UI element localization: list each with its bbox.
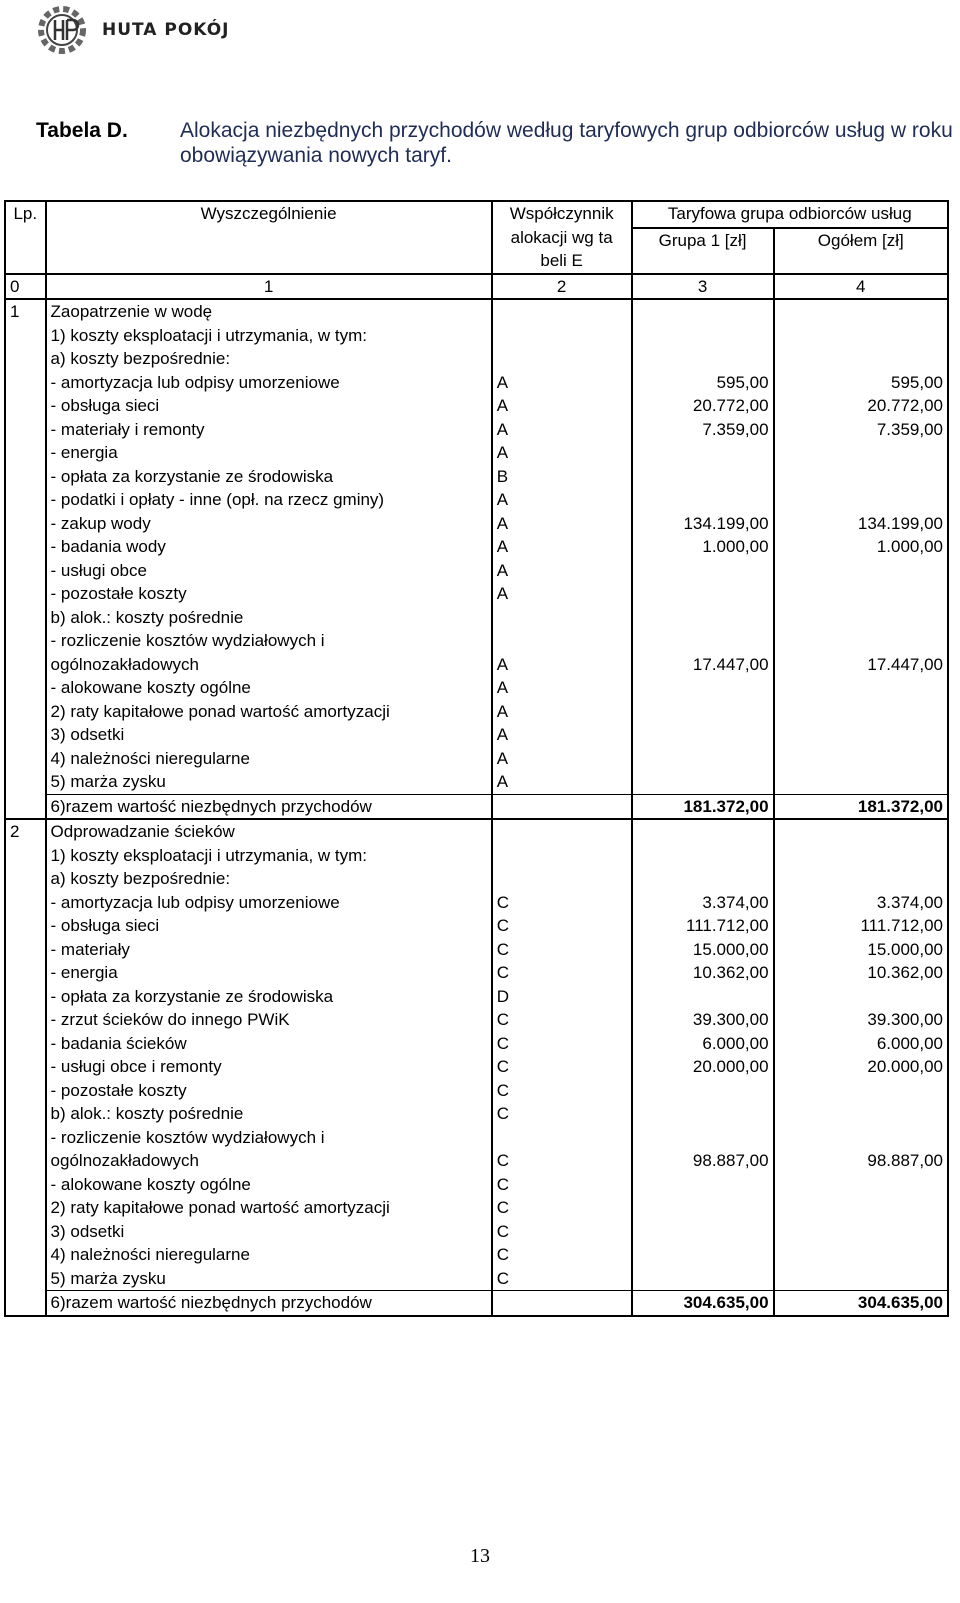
row-ogolem-value bbox=[774, 1243, 948, 1267]
table-row bbox=[5, 1102, 948, 1126]
row-coefficient: D bbox=[492, 985, 632, 1009]
row-label: - pozostałe koszty bbox=[46, 1079, 492, 1103]
table-row bbox=[5, 1008, 948, 1032]
row-ogolem-value bbox=[774, 347, 948, 371]
row-coefficient bbox=[492, 867, 632, 891]
row-label: - obsługa sieci bbox=[46, 914, 492, 938]
row-ogolem-value: 595,00 bbox=[774, 371, 948, 395]
row-coefficient: C bbox=[492, 938, 632, 962]
row-coefficient: A bbox=[492, 394, 632, 418]
row-coefficient: A bbox=[492, 488, 632, 512]
row-label: - rozliczenie kosztów wydziałowych i bbox=[46, 629, 492, 653]
row-label: - alokowane koszty ogólne bbox=[46, 1173, 492, 1197]
row-label: 3) odsetki bbox=[46, 1220, 492, 1244]
total-ogolem: 181.372,00 bbox=[774, 794, 948, 819]
table-row bbox=[5, 347, 948, 371]
total-coef bbox=[492, 794, 632, 819]
row-ogolem-value: 10.362,00 bbox=[774, 961, 948, 985]
row-coefficient: C bbox=[492, 1149, 632, 1173]
row-label: 1) koszty eksploatacji i utrzymania, w tym: bbox=[46, 324, 492, 348]
row-ogolem-value bbox=[774, 1102, 948, 1126]
colnum-4: 4 bbox=[774, 274, 948, 300]
row-label: - zakup wody bbox=[46, 512, 492, 536]
row-coefficient: A bbox=[492, 418, 632, 442]
row-coefficient: C bbox=[492, 1267, 632, 1291]
row-grupa1-value: 39.300,00 bbox=[632, 1008, 774, 1032]
row-grupa1-value bbox=[632, 770, 774, 794]
row-coefficient: C bbox=[492, 1008, 632, 1032]
row-coefficient: A bbox=[492, 770, 632, 794]
row-grupa1-value bbox=[632, 1173, 774, 1197]
row-coefficient: C bbox=[492, 1102, 632, 1126]
table-row bbox=[5, 938, 948, 962]
table-row bbox=[5, 723, 948, 747]
row-coefficient: A bbox=[492, 512, 632, 536]
row-grupa1-value bbox=[632, 347, 774, 371]
table-row bbox=[5, 629, 948, 653]
row-ogolem-value bbox=[774, 1196, 948, 1220]
table-row bbox=[5, 582, 948, 606]
row-ogolem-value bbox=[774, 676, 948, 700]
row-coefficient bbox=[492, 347, 632, 371]
row-coefficient: A bbox=[492, 371, 632, 395]
table-row bbox=[5, 1173, 948, 1197]
row-grupa1-value: 98.887,00 bbox=[632, 1149, 774, 1173]
row-coefficient: C bbox=[492, 914, 632, 938]
row-label: 2) raty kapitałowe ponad wartość amortyzacji bbox=[46, 700, 492, 724]
row-ogolem-value: 98.887,00 bbox=[774, 1149, 948, 1173]
row-label: - obsługa sieci bbox=[46, 394, 492, 418]
gear-logo-icon bbox=[34, 4, 94, 56]
total-label: 6)razem wartość niezbędnych przychodów bbox=[46, 794, 492, 819]
row-coefficient: A bbox=[492, 747, 632, 771]
row-label: 1) koszty eksploatacji i utrzymania, w tym: bbox=[46, 844, 492, 868]
row-label: - opłata za korzystanie ze środowiska bbox=[46, 465, 492, 489]
caption-text: Alokacja niezbędnych przychodów według taryfowych grup odbiorców usług w roku obowiązywania nowych taryf. bbox=[180, 119, 953, 167]
table-row bbox=[5, 1267, 948, 1291]
row-ogolem-value: 111.712,00 bbox=[774, 914, 948, 938]
row-label: - badania ścieków bbox=[46, 1032, 492, 1056]
section-title-coef bbox=[492, 299, 632, 324]
table-row bbox=[5, 371, 948, 395]
allocation-table bbox=[4, 200, 949, 1317]
total-row bbox=[5, 1291, 948, 1316]
table-row bbox=[5, 1196, 948, 1220]
row-coefficient: C bbox=[492, 1243, 632, 1267]
row-label: - materiały i remonty bbox=[46, 418, 492, 442]
table-row bbox=[5, 535, 948, 559]
row-grupa1-value: 3.374,00 bbox=[632, 891, 774, 915]
row-label: b) alok.: koszty pośrednie bbox=[46, 1102, 492, 1126]
section-title-grupa bbox=[632, 819, 774, 844]
row-label: - pozostałe koszty bbox=[46, 582, 492, 606]
row-label: ogólnozakładowych bbox=[46, 653, 492, 677]
row-grupa1-value bbox=[632, 676, 774, 700]
row-grupa1-value bbox=[632, 441, 774, 465]
row-coefficient: B bbox=[492, 465, 632, 489]
row-ogolem-value bbox=[774, 723, 948, 747]
section-title-ogolem bbox=[774, 299, 948, 324]
table-row bbox=[5, 867, 948, 891]
row-grupa1-value bbox=[632, 723, 774, 747]
row-ogolem-value bbox=[774, 606, 948, 630]
row-label: a) koszty bezpośrednie: bbox=[46, 867, 492, 891]
colnum-3: 3 bbox=[632, 274, 774, 300]
row-coefficient: A bbox=[492, 700, 632, 724]
row-ogolem-value bbox=[774, 1079, 948, 1103]
row-coefficient bbox=[492, 606, 632, 630]
total-ogolem: 304.635,00 bbox=[774, 1291, 948, 1316]
row-grupa1-value: 134.199,00 bbox=[632, 512, 774, 536]
row-label: - amortyzacja lub odpisy umorzeniowe bbox=[46, 371, 492, 395]
row-grupa1-value: 10.362,00 bbox=[632, 961, 774, 985]
row-ogolem-value: 6.000,00 bbox=[774, 1032, 948, 1056]
row-grupa1-value bbox=[632, 1126, 774, 1150]
row-coefficient: A bbox=[492, 559, 632, 583]
caption-label: Tabela D. bbox=[36, 119, 128, 142]
table-row bbox=[5, 606, 948, 630]
section-title-row bbox=[5, 819, 948, 844]
table-row bbox=[5, 1055, 948, 1079]
row-coefficient: C bbox=[492, 1173, 632, 1197]
row-label: - badania wody bbox=[46, 535, 492, 559]
row-grupa1-value bbox=[632, 465, 774, 489]
table-row bbox=[5, 1243, 948, 1267]
row-grupa1-value: 17.447,00 bbox=[632, 653, 774, 677]
row-ogolem-value: 20.000,00 bbox=[774, 1055, 948, 1079]
row-grupa1-value: 595,00 bbox=[632, 371, 774, 395]
table-row bbox=[5, 700, 948, 724]
row-ogolem-value bbox=[774, 465, 948, 489]
row-label: - rozliczenie kosztów wydziałowych i bbox=[46, 1126, 492, 1150]
row-grupa1-value bbox=[632, 700, 774, 724]
table-row bbox=[5, 1126, 948, 1150]
row-grupa1-value bbox=[632, 867, 774, 891]
row-coefficient: A bbox=[492, 653, 632, 677]
row-coefficient: C bbox=[492, 1032, 632, 1056]
row-ogolem-value: 1.000,00 bbox=[774, 535, 948, 559]
row-ogolem-value bbox=[774, 582, 948, 606]
table-row bbox=[5, 465, 948, 489]
row-coefficient: C bbox=[492, 1055, 632, 1079]
row-label: - energia bbox=[46, 441, 492, 465]
header-taryfowa-grupa: Taryfowa grupa odbiorców usług bbox=[632, 201, 948, 228]
row-label: ogólnozakładowych bbox=[46, 1149, 492, 1173]
row-grupa1-value bbox=[632, 629, 774, 653]
section-title-row bbox=[5, 299, 948, 324]
row-ogolem-value: 134.199,00 bbox=[774, 512, 948, 536]
table-row bbox=[5, 512, 948, 536]
row-ogolem-value bbox=[774, 441, 948, 465]
row-ogolem-value: 17.447,00 bbox=[774, 653, 948, 677]
table-row bbox=[5, 891, 948, 915]
row-label: - alokowane koszty ogólne bbox=[46, 676, 492, 700]
row-grupa1-value: 7.359,00 bbox=[632, 418, 774, 442]
row-label: a) koszty bezpośrednie: bbox=[46, 347, 492, 371]
row-label: b) alok.: koszty pośrednie bbox=[46, 606, 492, 630]
row-grupa1-value: 20.000,00 bbox=[632, 1055, 774, 1079]
table-row bbox=[5, 1032, 948, 1056]
row-coefficient: A bbox=[492, 535, 632, 559]
column-number-row bbox=[5, 274, 948, 300]
row-ogolem-value bbox=[774, 1173, 948, 1197]
row-coefficient: C bbox=[492, 891, 632, 915]
row-grupa1-value bbox=[632, 582, 774, 606]
row-label: - amortyzacja lub odpisy umorzeniowe bbox=[46, 891, 492, 915]
row-label: 3) odsetki bbox=[46, 723, 492, 747]
row-ogolem-value bbox=[774, 844, 948, 868]
table-row bbox=[5, 324, 948, 348]
row-ogolem-value bbox=[774, 1126, 948, 1150]
table-header-row bbox=[5, 201, 948, 228]
total-grupa1: 181.372,00 bbox=[632, 794, 774, 819]
table-row bbox=[5, 1079, 948, 1103]
row-grupa1-value bbox=[632, 606, 774, 630]
row-ogolem-value: 3.374,00 bbox=[774, 891, 948, 915]
row-coefficient: C bbox=[492, 1196, 632, 1220]
row-label: 5) marża zysku bbox=[46, 1267, 492, 1291]
page-number: 13 bbox=[470, 1545, 490, 1567]
table-row bbox=[5, 559, 948, 583]
row-coefficient bbox=[492, 324, 632, 348]
total-grupa1: 304.635,00 bbox=[632, 1291, 774, 1316]
table-row bbox=[5, 1149, 948, 1173]
table-row bbox=[5, 985, 948, 1009]
total-row bbox=[5, 794, 948, 819]
row-label: - energia bbox=[46, 961, 492, 985]
table-row bbox=[5, 961, 948, 985]
row-ogolem-value: 7.359,00 bbox=[774, 418, 948, 442]
table-row bbox=[5, 770, 948, 794]
row-grupa1-value bbox=[632, 1220, 774, 1244]
header-grupa1: Grupa 1 [zł] bbox=[632, 228, 774, 274]
table-row bbox=[5, 747, 948, 771]
table-row bbox=[5, 653, 948, 677]
row-label: 4) należności nieregularne bbox=[46, 747, 492, 771]
section-title-ogolem bbox=[774, 819, 948, 844]
row-coefficient: C bbox=[492, 961, 632, 985]
row-grupa1-value bbox=[632, 844, 774, 868]
row-coefficient bbox=[492, 844, 632, 868]
header-lp: Lp. bbox=[5, 201, 46, 274]
row-label: 4) należności nieregularne bbox=[46, 1243, 492, 1267]
section-title-coef bbox=[492, 819, 632, 844]
row-grupa1-value bbox=[632, 1102, 774, 1126]
row-grupa1-value bbox=[632, 324, 774, 348]
colnum-0: 0 bbox=[5, 274, 46, 300]
header-wyszczegolnienie: Wyszczególnienie bbox=[46, 201, 492, 274]
row-grupa1-value bbox=[632, 985, 774, 1009]
row-label: - opłata za korzystanie ze środowiska bbox=[46, 985, 492, 1009]
row-ogolem-value bbox=[774, 770, 948, 794]
row-ogolem-value bbox=[774, 867, 948, 891]
row-ogolem-value bbox=[774, 747, 948, 771]
section-title: Zaopatrzenie w wodę bbox=[46, 299, 492, 324]
row-ogolem-value bbox=[774, 488, 948, 512]
header-ogolem: Ogółem [zł] bbox=[774, 228, 948, 274]
row-ogolem-value bbox=[774, 700, 948, 724]
row-ogolem-value: 20.772,00 bbox=[774, 394, 948, 418]
total-coef bbox=[492, 1291, 632, 1316]
row-grupa1-value: 6.000,00 bbox=[632, 1032, 774, 1056]
row-coefficient: C bbox=[492, 1220, 632, 1244]
row-grupa1-value bbox=[632, 1243, 774, 1267]
row-coefficient: A bbox=[492, 723, 632, 747]
row-grupa1-value bbox=[632, 559, 774, 583]
section-title-grupa bbox=[632, 299, 774, 324]
row-coefficient bbox=[492, 629, 632, 653]
row-grupa1-value bbox=[632, 1267, 774, 1291]
row-ogolem-value bbox=[774, 985, 948, 1009]
total-label: 6)razem wartość niezbędnych przychodów bbox=[46, 1291, 492, 1316]
row-grupa1-value: 20.772,00 bbox=[632, 394, 774, 418]
row-label: - podatki i opłaty - inne (opł. na rzecz gminy) bbox=[46, 488, 492, 512]
row-coefficient bbox=[492, 1126, 632, 1150]
table-row bbox=[5, 914, 948, 938]
company-logo bbox=[34, 4, 229, 56]
row-lp: 2 bbox=[5, 819, 46, 1316]
logo-text: HUTA POKÓJ bbox=[102, 20, 230, 40]
section-title: Odprowadzanie ścieków bbox=[46, 819, 492, 844]
row-grupa1-value: 1.000,00 bbox=[632, 535, 774, 559]
header-wspolczynnik: Współczynnik alokacji wg tabeli E bbox=[492, 201, 632, 274]
row-ogolem-value: 39.300,00 bbox=[774, 1008, 948, 1032]
row-coefficient: A bbox=[492, 441, 632, 465]
row-ogolem-value: 15.000,00 bbox=[774, 938, 948, 962]
table-row bbox=[5, 418, 948, 442]
row-grupa1-value: 111.712,00 bbox=[632, 914, 774, 938]
row-ogolem-value bbox=[774, 629, 948, 653]
row-coefficient: A bbox=[492, 582, 632, 606]
table-row bbox=[5, 488, 948, 512]
colnum-1: 1 bbox=[46, 274, 492, 300]
row-coefficient: C bbox=[492, 1079, 632, 1103]
row-grupa1-value bbox=[632, 1196, 774, 1220]
table-row bbox=[5, 441, 948, 465]
row-label: - materiały bbox=[46, 938, 492, 962]
row-grupa1-value bbox=[632, 488, 774, 512]
colnum-2: 2 bbox=[492, 274, 632, 300]
row-grupa1-value bbox=[632, 747, 774, 771]
row-grupa1-value: 15.000,00 bbox=[632, 938, 774, 962]
row-ogolem-value bbox=[774, 1220, 948, 1244]
row-label: - usługi obce bbox=[46, 559, 492, 583]
row-label: 5) marża zysku bbox=[46, 770, 492, 794]
row-coefficient: A bbox=[492, 676, 632, 700]
row-ogolem-value bbox=[774, 1267, 948, 1291]
row-label: - zrzut ścieków do innego PWiK bbox=[46, 1008, 492, 1032]
row-ogolem-value bbox=[774, 559, 948, 583]
table-row bbox=[5, 676, 948, 700]
table-row bbox=[5, 1220, 948, 1244]
table-row bbox=[5, 844, 948, 868]
row-label: - usługi obce i remonty bbox=[46, 1055, 492, 1079]
row-ogolem-value bbox=[774, 324, 948, 348]
table-row bbox=[5, 394, 948, 418]
row-label: 2) raty kapitałowe ponad wartość amortyzacji bbox=[46, 1196, 492, 1220]
row-lp: 1 bbox=[5, 299, 46, 819]
row-grupa1-value bbox=[632, 1079, 774, 1103]
